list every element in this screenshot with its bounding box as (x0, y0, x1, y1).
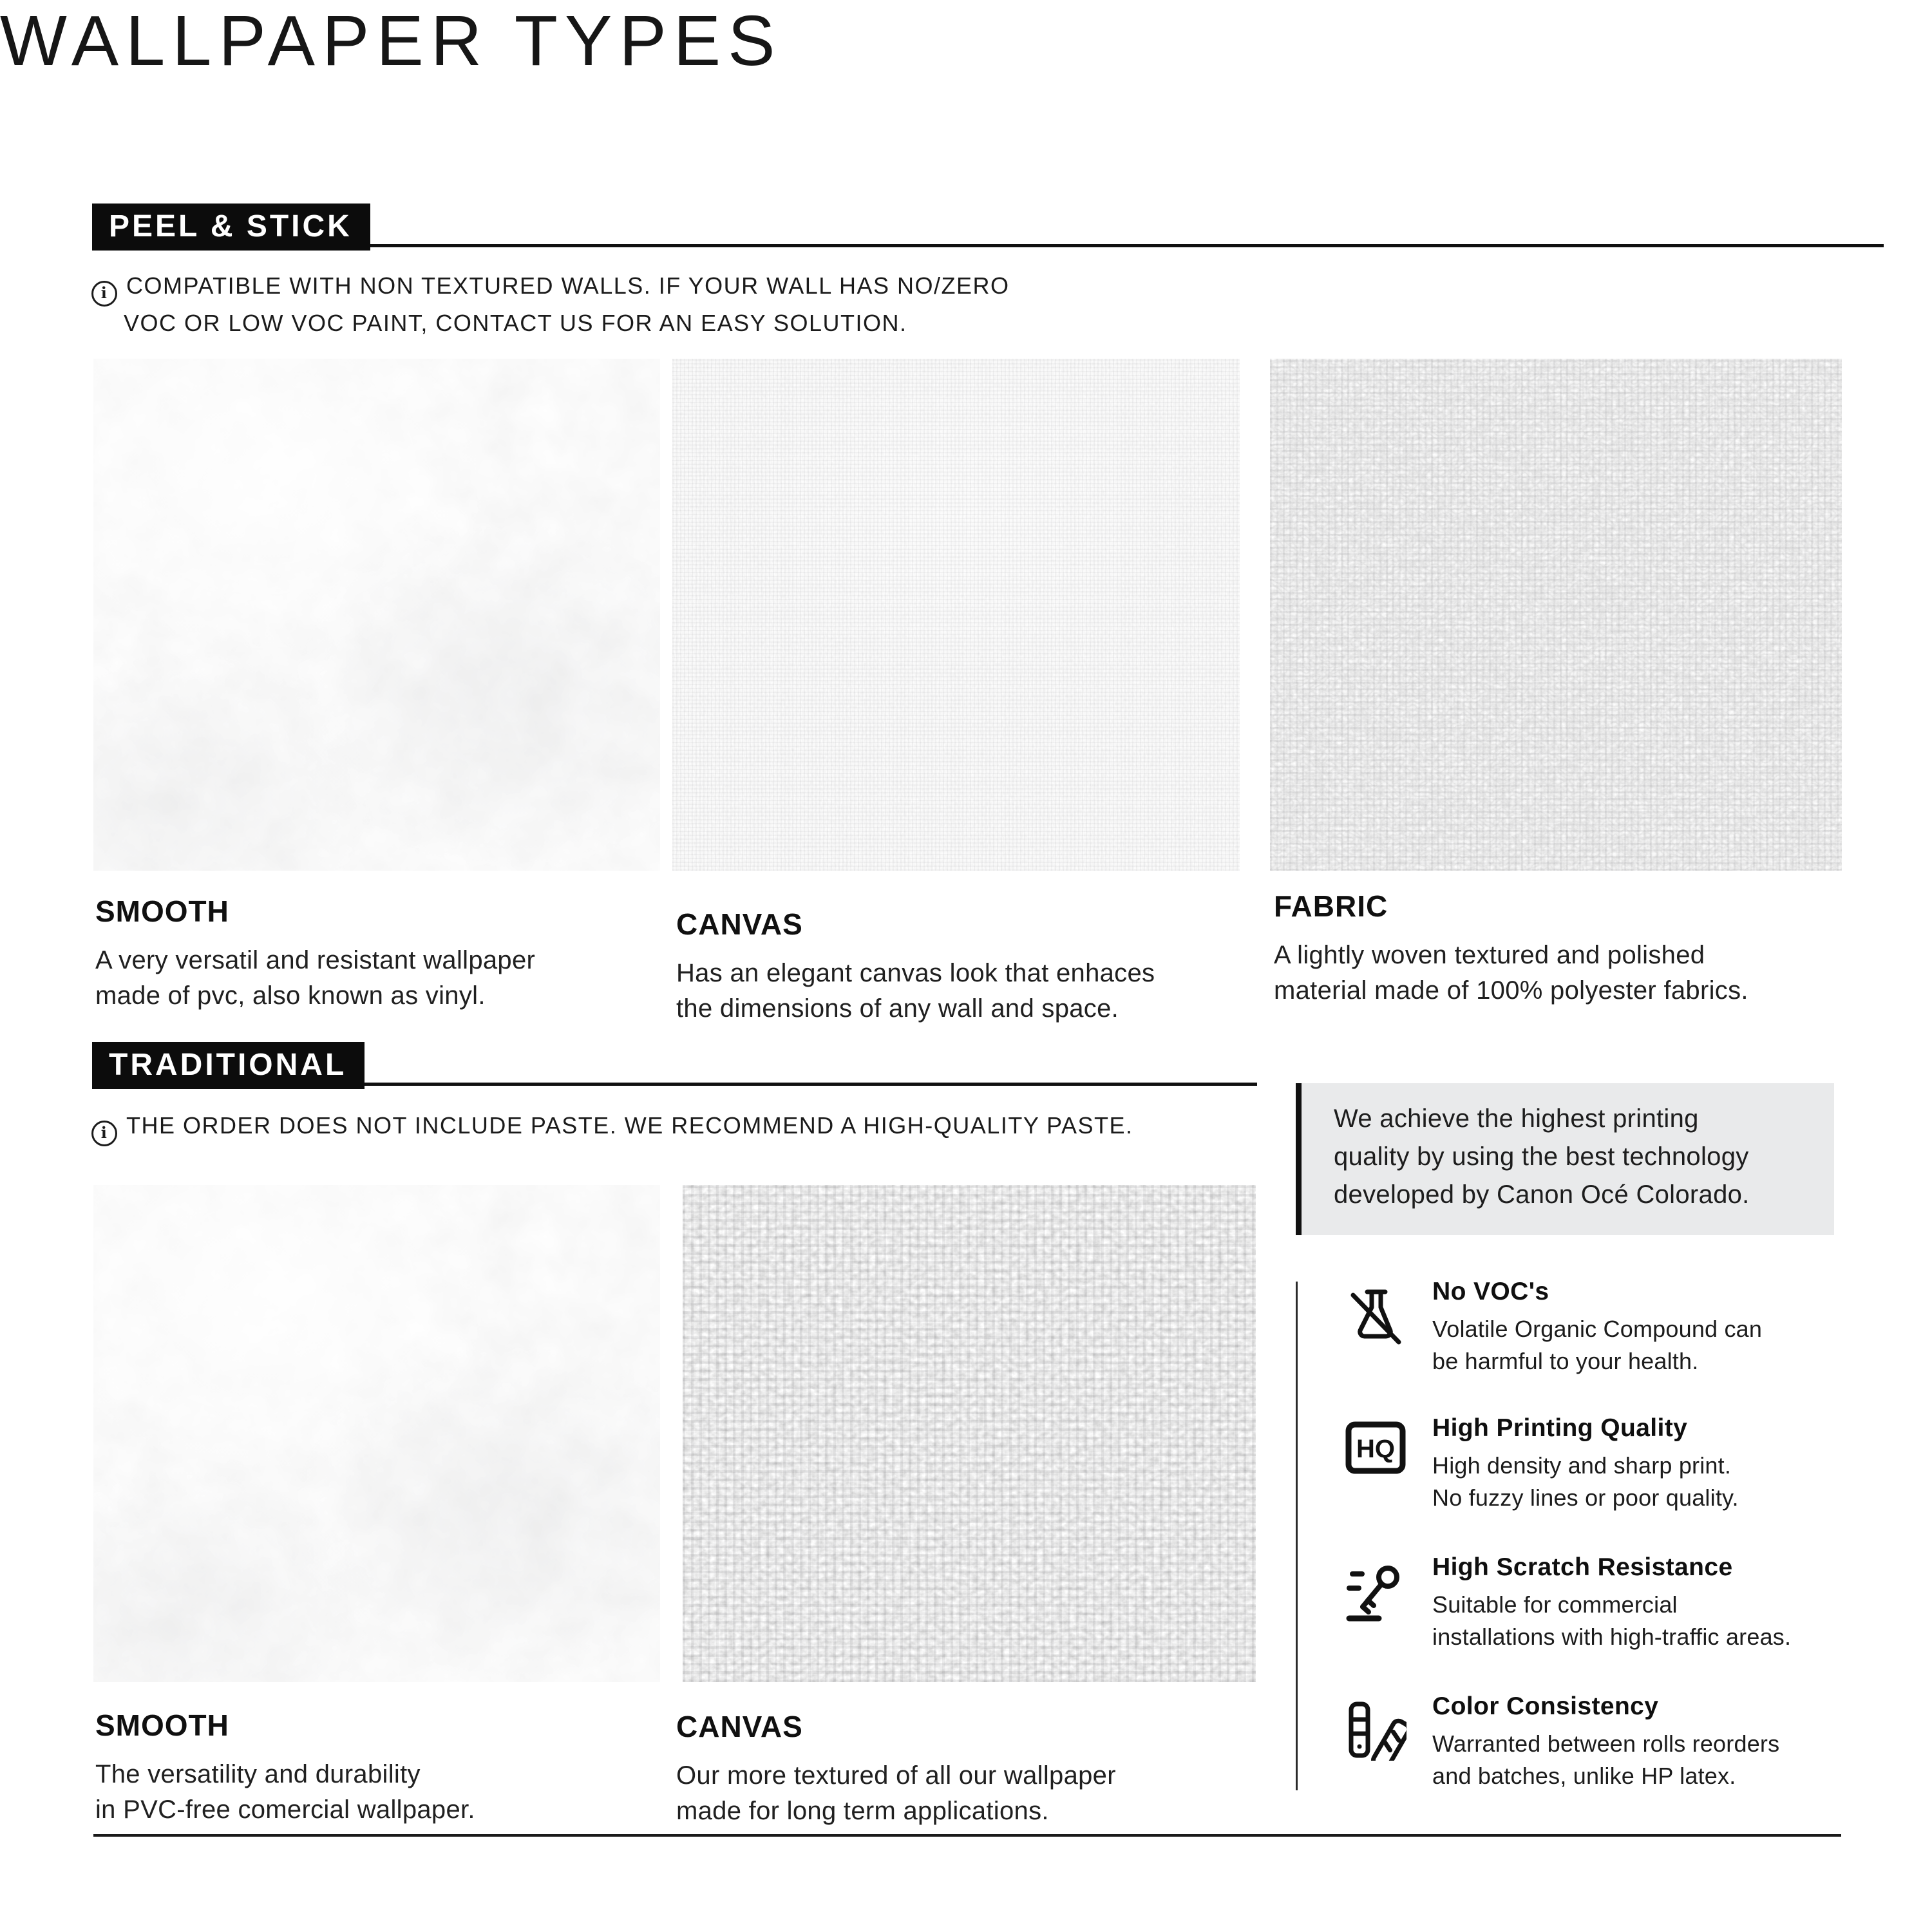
caption-text-line2: in PVC-free comercial wallpaper. (95, 1795, 475, 1824)
info-icon: i (91, 1121, 117, 1146)
printing-quality-callout (1296, 1083, 1834, 1235)
page-title: WALLPAPER TYPES (0, 1, 782, 80)
callout-line1: We achieve the highest printing (1334, 1104, 1699, 1133)
feature-desc (1432, 1589, 1860, 1653)
feature-no-voc (1345, 1274, 1860, 1378)
feature-desc-line1: Volatile Organic Compound can (1432, 1316, 1763, 1342)
rough-canvas-texture-image (683, 1185, 1256, 1682)
caption-peel-canvas (676, 907, 1155, 1027)
caption-text-line1: Has an elegant canvas look that enhaces (676, 959, 1155, 987)
traditional-note-line1 (91, 1109, 1133, 1146)
caption-text-line1: A very versatil and resistant wallpaper (95, 946, 536, 974)
no-voc-flask-icon (1345, 1284, 1406, 1346)
feature-high-scratch-resistance (1345, 1549, 1860, 1653)
bottom-divider-rule (93, 1834, 1841, 1837)
peel-stick-smooth-swatch (93, 359, 660, 871)
feature-text (1432, 1274, 1860, 1378)
caption-text-line2: the dimensions of any wall and space. (676, 994, 1119, 1023)
feature-text (1432, 1410, 1860, 1514)
peel-stick-canvas-swatch (672, 359, 1240, 871)
canvas-texture-image (672, 359, 1240, 871)
caption-title: CANVAS (676, 1710, 803, 1743)
feature-desc-line1: High density and sharp print. (1432, 1452, 1732, 1479)
feature-title: High Scratch Resistance (1432, 1553, 1733, 1581)
caption-text-line2: made for long term applications. (676, 1797, 1049, 1825)
feature-title: No VOC's (1432, 1278, 1549, 1305)
feature-desc (1432, 1728, 1860, 1792)
feature-color-consistency (1345, 1689, 1860, 1792)
fabric-texture-image (1270, 359, 1842, 871)
feature-desc (1432, 1313, 1860, 1378)
caption-traditional-smooth (95, 1708, 475, 1828)
color-swatch-icon (1345, 1699, 1406, 1761)
peel-stick-note-line1 (91, 269, 1010, 307)
callout-line3: developed by Canon Océ Colorado. (1334, 1180, 1750, 1209)
smooth-texture-image (93, 1185, 660, 1682)
caption-text (676, 1758, 1116, 1829)
traditional-smooth-swatch (93, 1185, 660, 1682)
traditional-badge: TRADITIONAL (92, 1042, 365, 1089)
caption-text (95, 943, 535, 1014)
smooth-texture-image (93, 359, 660, 871)
caption-traditional-canvas (676, 1709, 1116, 1829)
caption-text-line2: material made of 100% polyester fabrics. (1274, 976, 1748, 1005)
peel-stick-note-line2: VOC OR LOW VOC PAINT, CONTACT US FOR AN EASY SOLUTION. (124, 310, 907, 336)
caption-peel-fabric (1274, 889, 1748, 1009)
caption-text (676, 956, 1155, 1027)
feature-desc-line2: and batches, unlike HP latex. (1432, 1763, 1736, 1789)
caption-text (95, 1757, 475, 1828)
peel-stick-badge: PEEL & STICK (92, 204, 370, 251)
traditional-note-text: THE ORDER DOES NOT INCLUDE PASTE. WE RECOMMEND A HIGH-QUALITY PASTE. (126, 1112, 1133, 1139)
peel-stick-fabric-swatch (1270, 359, 1842, 871)
scratch-key-icon (1345, 1560, 1406, 1622)
traditional-note (91, 1109, 1133, 1146)
feature-title: High Printing Quality (1432, 1414, 1688, 1442)
feature-desc-line2: No fuzzy lines or poor quality. (1432, 1484, 1739, 1511)
features-divider-line (1296, 1282, 1298, 1790)
feature-desc-line2: be harmful to your health. (1432, 1348, 1699, 1374)
peel-stick-note (91, 269, 1010, 340)
info-icon: i (91, 281, 117, 307)
caption-text-line1: The versatility and durability (95, 1760, 421, 1788)
hq-badge-icon (1345, 1421, 1406, 1475)
feature-title: Color Consistency (1432, 1692, 1659, 1720)
feature-text (1432, 1689, 1860, 1792)
peel-stick-note-text1: COMPATIBLE WITH NON TEXTURED WALLS. IF YOUR WALL HAS NO/ZERO (126, 272, 1010, 299)
caption-title: SMOOTH (95, 1709, 229, 1742)
caption-title: SMOOTH (95, 895, 229, 928)
caption-peel-smooth (95, 894, 535, 1014)
feature-desc-line1: Warranted between rolls reorders (1432, 1730, 1780, 1757)
caption-title: FABRIC (1274, 889, 1388, 923)
caption-text (1274, 938, 1748, 1009)
feature-desc-line1: Suitable for commercial (1432, 1591, 1678, 1618)
feature-high-printing-quality (1345, 1410, 1860, 1514)
feature-desc (1432, 1450, 1860, 1514)
caption-text-line1: A lightly woven textured and polished (1274, 941, 1705, 969)
caption-title: CANVAS (676, 907, 803, 941)
feature-text (1432, 1549, 1860, 1653)
feature-desc-line2: installations with high-traffic areas. (1432, 1624, 1792, 1650)
callout-line2: quality by using the best technology (1334, 1142, 1749, 1171)
caption-text-line1: Our more textured of all our wallpaper (676, 1761, 1116, 1790)
traditional-canvas-swatch (683, 1185, 1256, 1682)
caption-text-line2: made of pvc, also known as vinyl. (95, 981, 486, 1010)
svg-text:HQ: HQ (1356, 1435, 1395, 1463)
